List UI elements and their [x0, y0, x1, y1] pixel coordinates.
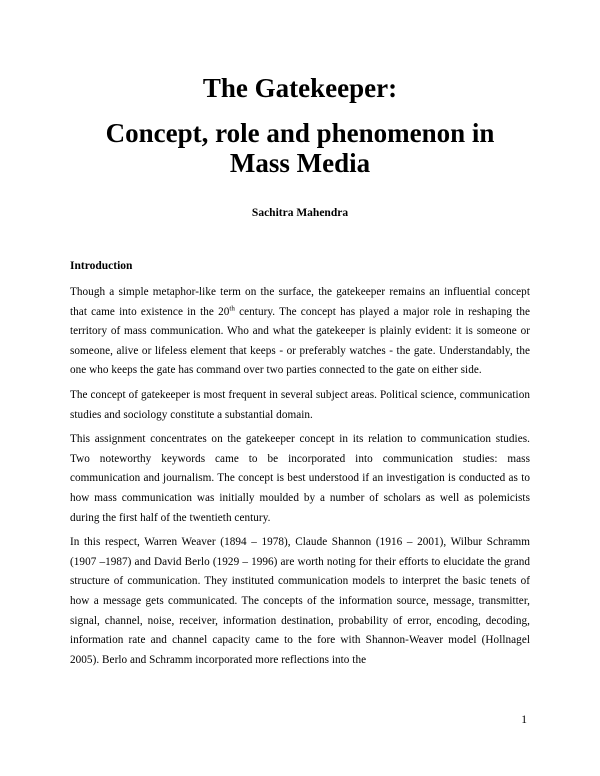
- paragraph-1-superscript: th: [229, 303, 235, 312]
- paragraph-1: [70, 283, 530, 381]
- paragraph-2: The concept of gatekeeper is most frequent in several subject areas. Political science, communication studies and sociology constitute a substantial domain.: [70, 388, 530, 421]
- title-line-2: Concept, role and phenomenon in: [105, 118, 495, 148]
- title-line-3: Mass Media: [229, 148, 371, 178]
- body-text: [70, 283, 530, 675]
- title-line-1: The Gatekeeper:: [202, 73, 398, 103]
- section-heading-introduction: Introduction: [70, 260, 133, 272]
- paragraph-4: In this respect, Warren Weaver (1894 – 1978), Claude Shannon (1916 – 2001), Wilbur Schramm (1907 –1987) and David Berlo (1929 – 1996) are worth noting for their efforts to elucidate the grand structure of communication. They instituted communication models to interpret the basic tenets of how a message gets communicated. The concepts of the information source, message, transmitter, signal, channel, noise, receiver, information destination, probability of error, encoding, decoding, information rate and channel capacity came to the fore with Shannon-Weaver model (Hollnagel 2005). Berlo and Schramm incorporated more reflections into the: [70, 536, 530, 666]
- paragraph-1-part-a: Though a simple metaphor-like term on the surface, the gatekeeper remains an influential concept that came into existence in the 20: [70, 286, 530, 318]
- paragraph-1-part-b: century. The concept has played a major role in reshaping the territory of mass communication. Who and what the gatekeeper is plainly evident: it is someone or someone, alive or lifeless element that keeps - or preferably watches - the gate. Understandably, the one who keeps the gate has command over two parties connected to the gate on either side.: [70, 305, 531, 377]
- page-number: 1: [521, 714, 527, 726]
- paragraph-3: This assignment concentrates on the gatekeeper concept in its relation to communication studies. Two noteworthy keywords came to be incorporated into communication studies: mass communication and journalism. The concept is best understood if an investigation is conducted as to how mass communication was initially moulded by a number of scholars as well as polemicists during the first half of the twentieth century.: [70, 433, 530, 524]
- author-name: Sachitra Mahendra: [251, 207, 349, 219]
